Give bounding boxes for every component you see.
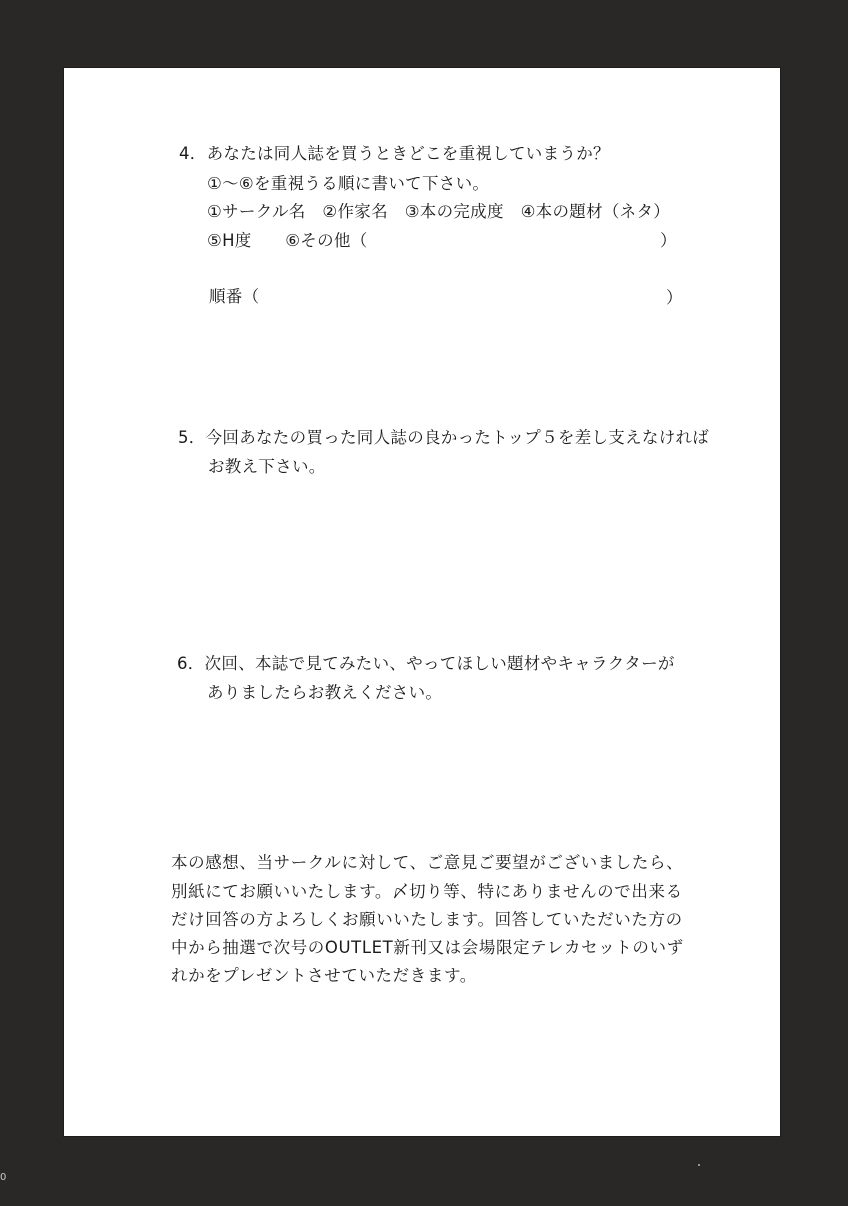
q5-line-1: 5．今回あなたの買った同人誌の良かったトップ５を差し支えなければ xyxy=(178,428,710,447)
page-number: 0 xyxy=(0,1172,7,1183)
closing-line-2: 別紙にてお願いいたします。〆切り等、特にありませんので出来る xyxy=(171,882,683,901)
q4-options-line-1: ①サークル名 ②作家名 ③本の完成度 ④本の題材（ネタ） xyxy=(207,202,671,221)
scan-speck xyxy=(698,1164,700,1166)
q6-line-1: 6．次回、本誌で見てみたい、やってほしい題材やキャラクターが xyxy=(177,654,675,673)
closing-line-1: 本の感想、当サークルに対して、ご意見ご要望がございましたら、 xyxy=(171,853,684,872)
q4-order-close-paren: ） xyxy=(666,288,683,307)
q4-other-close-paren: ） xyxy=(660,231,677,250)
q4-question: 4．あなたは同人誌を買うときどこを重視していまうか？ xyxy=(179,144,610,163)
closing-line-5: れかをプレゼントさせていただきます。 xyxy=(171,966,477,985)
q4-options-line-2: ⑤H度 ⑥その他（ xyxy=(207,231,368,250)
closing-line-4: 中から抽選で次号のOUTLET新刊又は会場限定テレカセットのいず xyxy=(171,938,684,957)
questionnaire-sheet xyxy=(64,68,780,1136)
q4-order-label: 順番（ xyxy=(209,287,260,306)
q4-instruction: ①～⑥を重視うる順に書いて下さい。 xyxy=(207,174,490,193)
q6-line-2: ありましたらお教えください。 xyxy=(207,683,443,702)
q5-line-2: お教え下さい。 xyxy=(208,457,326,476)
closing-line-3: だけ回答の方よろしくお願いいたします。回答していただいた方の xyxy=(171,910,683,929)
